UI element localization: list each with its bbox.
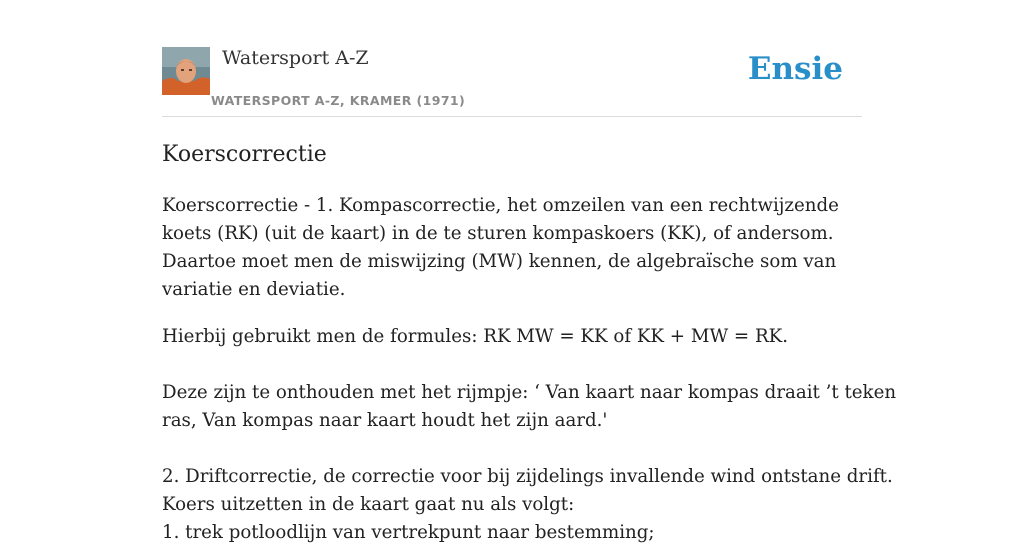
article-body <box>162 192 897 547</box>
driftcorrectie-line-3: 1. trek potloodlijn van vertrekpunt naar bestemming; <box>162 522 655 543</box>
driftcorrectie-line-2: Koers uitzetten in de kaart gaat nu als volgt: <box>162 494 575 515</box>
paragraph-formules <box>162 323 897 547</box>
driftcorrectie-line-1: 2. Driftcorrectie, de correctie voor bij zijdelings invallende wind ontstane drift. <box>162 466 893 487</box>
avatar[interactable] <box>162 47 210 95</box>
source-meta: WATERSPORT A-Z, KRAMER (1971) <box>211 93 466 108</box>
ensie-logo[interactable]: Ensie <box>747 51 843 87</box>
rijmpje-line-2: ras, Van kompas naar kaart houdt het zijn aard.' <box>162 410 608 431</box>
article-page <box>162 0 897 543</box>
blank-line <box>162 351 862 379</box>
source-title[interactable]: Watersport A-Z <box>222 47 369 69</box>
rijmpje-line-1: Deze zijn te onthouden met het rijmpje: ‘ Van kaart naar kompas draait ’t teken <box>162 382 897 403</box>
blank-line <box>162 435 862 463</box>
formules-line: Hierbij gebruikt men de formules: RK MW = KK of KK + MW = RK. <box>162 326 789 347</box>
paragraph-kompascorrectie: Koerscorrectie - 1. Kompascorrectie, het omzeilen van een rechtwijzende koets (RK) (uit de kaart) in de te sturen kompaskoers (KK), of andersom. Daartoe moet men de miswijzing (MW) kennen, de algebraïsche som van variatie en deviatie. <box>162 195 839 300</box>
author-portrait-icon <box>162 47 210 95</box>
source-header <box>162 0 862 117</box>
article-title: Koerscorrectie <box>162 142 327 167</box>
